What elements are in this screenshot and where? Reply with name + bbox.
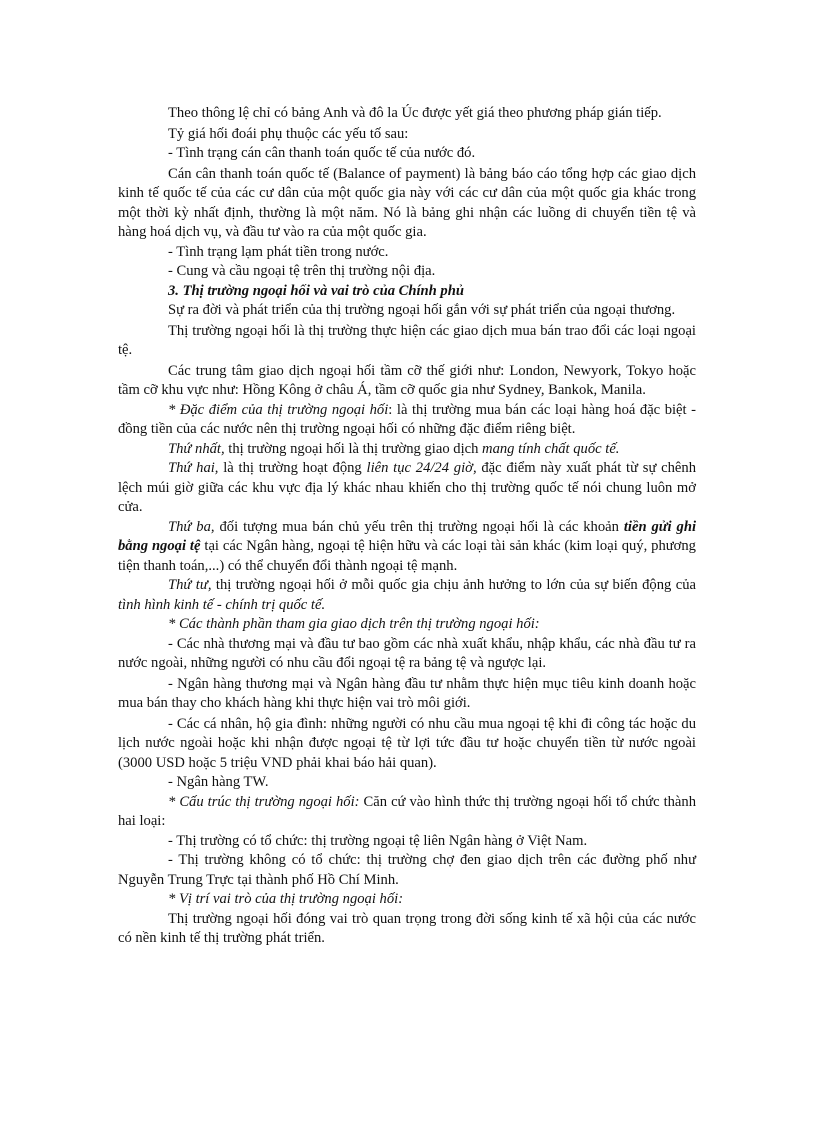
paragraph: Sự ra đời và phát triển của thị trường ngoại hối gắn với sự phát triển của ngoại thương. bbox=[168, 302, 676, 318]
dac-diem-rest: : là thị trường mua bán các loại hàng hoá đặc biệt - đồng tiền của các nước nên thị trường ngoại hối có những đặc điểm riêng biệt. bbox=[118, 401, 696, 437]
list-item: - Ngân hàng TW. bbox=[168, 774, 269, 790]
list-item: - Thị trường có tổ chức: thị trường ngoại tệ liên Ngân hàng ở Việt Nam. bbox=[168, 832, 588, 849]
paragraph: - Cung và cầu ngoại tệ trên thị trường nội địa. bbox=[168, 263, 436, 279]
section-heading: 3. Thị trường ngoại hối và vai trò của Chính phủ bbox=[168, 282, 464, 299]
thu-ba-mid: đối tượng mua bán chủ yếu trên thị trường ngoại hối là các khoản bbox=[214, 518, 624, 535]
page-content bbox=[118, 104, 696, 949]
thu-ba-em: tiền gửi ghi bằng ngoại tệ bbox=[118, 518, 697, 554]
cau-truc-rest: Căn cứ vào hình thức thị trường ngoại hối tổ chức thành hai loại: bbox=[118, 793, 696, 829]
list-item: - Thị trường không có tổ chức: thị trường chợ đen giao dịch trên các đường phố như Nguyễn Trung Trực tại thành phố Hồ Chí Minh. bbox=[118, 852, 696, 888]
paragraph-thu-nhat bbox=[118, 440, 696, 460]
paragraph: Tỷ giá hối đoái phụ thuộc các yếu tố sau: bbox=[168, 125, 409, 142]
thu-nhat-em: mang tính chất quốc tế. bbox=[482, 440, 620, 457]
thu-tu-mid: thị trường ngoại hối ở mỗi quốc gia chịu ảnh hưởng to lớn của sự biến động của bbox=[211, 577, 696, 593]
paragraph: - Tình trạng lạm phát tiền trong nước. bbox=[168, 243, 389, 260]
thu-ba-lead: Thứ ba, bbox=[168, 518, 215, 535]
thu-hai-lead: Thứ hai, bbox=[168, 460, 219, 476]
paragraph: Thị trường ngoại hối là thị trường thực hiện các giao dịch mua bán trao đổi các loại ngoại tệ. bbox=[118, 322, 696, 358]
list-item: - Ngân hàng thương mại và Ngân hàng đầu tư nhằm thực hiện mục tiêu kinh doanh hoặc mua bán thay cho khách hàng khi thực hiện vai trò môi giới. bbox=[118, 675, 696, 711]
paragraph-cau-truc bbox=[118, 793, 696, 832]
thu-hai-rest: đặc điểm này xuất phát từ sự chênh lệch múi giờ giữa các khu vực địa lý khác nhau khiến cho thị trường quốc tế nói chung luôn mở cửa. bbox=[118, 460, 696, 515]
paragraph-dac-diem bbox=[118, 401, 696, 440]
list-item: - Các cá nhân, hộ gia đình: những người có nhu cầu mua ngoại tệ khi đi công tác hoặc du lịch nước ngoài hoặc khi nhận được ngoại tệ từ lợi tức đầu tư hoặc chuyển tiền từ nước ngoài (3000 USD hoặc 5 triệu VND phải khai báo hải quan). bbox=[118, 715, 696, 771]
paragraph: Thị trường ngoại hối đóng vai trò quan trọng trong đời sống kinh tế xã hội của các nước có nền kinh tế thị trường phát triển. bbox=[118, 910, 696, 946]
dac-diem-lead: * Đặc điểm của thị trường ngoại hối bbox=[168, 401, 389, 418]
paragraph: Theo thông lệ chỉ có bảng Anh và đô la Úc được yết giá theo phương pháp gián tiếp. bbox=[168, 105, 662, 121]
paragraph-thu-ba bbox=[118, 518, 696, 577]
thu-hai-mid: là thị trường hoạt động bbox=[218, 460, 367, 476]
cau-truc-lead: * Cấu trúc thị trường ngoại hối: bbox=[168, 793, 360, 810]
paragraph: Các trung tâm giao dịch ngoại hối tầm cỡ thế giới như: London, Newyork, Tokyo hoặc tầm cỡ khu vực như: Hồng Kông ở châu Á, tầm cỡ quốc gia như Sydney, Bankok, Manila. bbox=[118, 362, 696, 398]
paragraph: - Tình trạng cán cân thanh toán quốc tế của nước đó. bbox=[168, 145, 476, 161]
thu-nhat-mid: thị trường ngoại hối là thị trường giao dịch bbox=[224, 440, 483, 457]
thu-tu-lead: Thứ tư, bbox=[168, 577, 212, 593]
thu-hai-em: liên tục 24/24 giờ, bbox=[366, 460, 477, 476]
subheading-thanh-phan: * Các thành phần tham gia giao dịch trên thị trường ngoại hối: bbox=[168, 616, 540, 632]
subheading-vi-tri: * Vị trí vai trò của thị trường ngoại hối: bbox=[168, 891, 404, 907]
paragraph-thu-hai bbox=[118, 459, 696, 518]
thu-tu-em: tình hình kinh tế - chính trị quốc tế. bbox=[118, 596, 326, 613]
paragraph: Cán cân thanh toán quốc tế (Balance of payment) là bảng báo cáo tổng hợp các giao dịch kinh tế quốc tế của các cư dân của một quốc gia này với các cư dân của một quốc gia khác trong một thời kỳ nhất định, thường là một năm. Nó là bảng ghi nhận các luồng di chuyển tiền tệ và hàng hoá dịch vụ, và đầu tư vào ra của một quốc gia. bbox=[118, 165, 696, 240]
thu-nhat-lead: Thứ nhất, bbox=[168, 440, 225, 457]
list-item: - Các nhà thương mại và đầu tư bao gồm các nhà xuất khẩu, nhập khẩu, các nhà đầu tư ra nước ngoài, những người có nhu cầu đổi ngoại tệ ra bảng tệ và ngược lại. bbox=[118, 635, 696, 671]
thu-ba-rest: tại các Ngân hàng, ngoại tệ hiện hữu và các loại tài sản khác (kim loại quý, phương tiện thanh toán,...) có thể chuyển đổi thành ngoại tệ mạnh. bbox=[118, 538, 696, 574]
paragraph-thu-tu bbox=[118, 576, 696, 615]
